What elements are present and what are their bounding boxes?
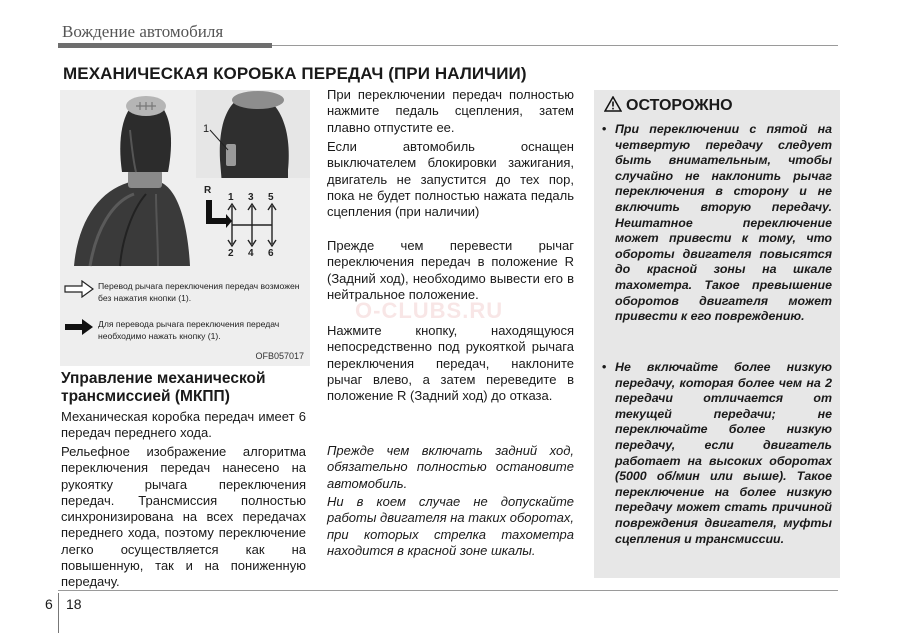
- gear-label-3: 3: [248, 192, 254, 203]
- caution-heading: [604, 96, 733, 115]
- section-heading: Управление механической трансмиссией (МКПП): [61, 370, 266, 405]
- paragraph: Нажмите кнопку, находящуюся непосредственно под рукояткой рычага переключения передач, наклоните рычаг влево, а затем переведите в положение R (Задний ход) до отказа.: [327, 323, 574, 404]
- gear-label-r: R: [204, 185, 212, 196]
- caution-title: ОСТОРОЖНО: [626, 97, 733, 114]
- gear-label-2: 2: [228, 248, 234, 259]
- caution-box: [594, 90, 840, 578]
- bullet-dot: •: [602, 122, 607, 136]
- paragraph: Рельефное изображение алгоритма переключения передач нанесено на рукоятку рычага переключения передач. Трансмиссия полностью синхронизирована на всех передачах переднего хода, поэтому переключение легко осуществляется как на повышенную, так и на пониженную передачу.: [61, 444, 306, 590]
- caution-text: При переключении с пятой на четвертую передачу следует быть внимательным, чтобы случайно не наклонить рычаг переключения в сторону и не включить вторую передачу. Нештатное переключение может привести к тому, что обороты двигателя повысятся до красной зоны на шкале тахометра. Такое превышение оборотов двигателя может привести к его повреждению.: [615, 122, 832, 324]
- caution-text: Не включайте более низкую передачу, которая более чем на 2 передачи отличается от текущей передачи; не переключайте более низкую передачу, если двигатель работает на высоких оборотах (5000 об/мин или выше). Такое переключение на более низкую передачу может стать причиной повреждения двигателя, муфты сцепления и трансмиссии.: [615, 360, 832, 546]
- gear-label-6: 6: [268, 248, 274, 259]
- legend-text: Для перевода рычага переключения передач необходимо нажать кнопку (1).: [98, 319, 280, 341]
- header-bar: [58, 43, 272, 48]
- gear-label-5: 5: [268, 192, 274, 203]
- caution-bullet: [602, 122, 832, 325]
- paragraph: При переключении передач полностью нажмите педаль сцепления, затем плавно отпустите ее.: [327, 87, 574, 135]
- legend-text: Перевод рычага переключения передач возможен без нажатия кнопки (1).: [98, 281, 300, 303]
- solid-arrow-icon: [64, 318, 94, 336]
- header-rule: [272, 45, 838, 46]
- page-title: МЕХАНИЧЕСКАЯ КОРОБКА ПЕРЕДАЧ (ПРИ НАЛИЧИИ): [63, 64, 527, 83]
- page-number: 18: [66, 596, 82, 612]
- section-title: Вождение автомобиля: [62, 22, 224, 41]
- italic-note: Ни в коем случае не допускайте работы двигателя на таких оборотах, при которых стрелка тахометра находится в красной зоне шкалы.: [327, 494, 574, 558]
- outline-arrow-icon: [64, 280, 94, 298]
- callout-label: 1: [203, 123, 210, 135]
- footer-divider: [58, 593, 59, 633]
- chapter-number: 6: [45, 596, 53, 612]
- bullet-dot: •: [602, 360, 607, 374]
- footer-rule: [58, 590, 838, 591]
- paragraph: Механическая коробка передач имеет 6 передач переднего хода.: [61, 409, 306, 441]
- paragraph: Если автомобиль оснащен выключателем блокировки зажигания, двигатель не запустится до тех пор, пока не будет полностью нажата педаль сцепления (при наличии): [327, 139, 574, 220]
- watermark: O-CLUBS.RU: [355, 298, 504, 323]
- gear-label-1: 1: [228, 192, 234, 203]
- italic-note: Прежде чем включать задний ход, обязательно полностью остановите автомобиль.: [327, 443, 574, 491]
- paragraph: Прежде чем перевести рычаг переключения передач в положение R (Задний ход), необходимо вывести его в нейтральное положение.: [327, 238, 574, 302]
- warning-triangle-icon: [604, 96, 622, 112]
- gear-shift-figure: [60, 90, 310, 366]
- figure-code: OFB057017: [255, 351, 304, 361]
- caution-bullet: [602, 360, 832, 547]
- gear-label-4: 4: [248, 248, 254, 259]
